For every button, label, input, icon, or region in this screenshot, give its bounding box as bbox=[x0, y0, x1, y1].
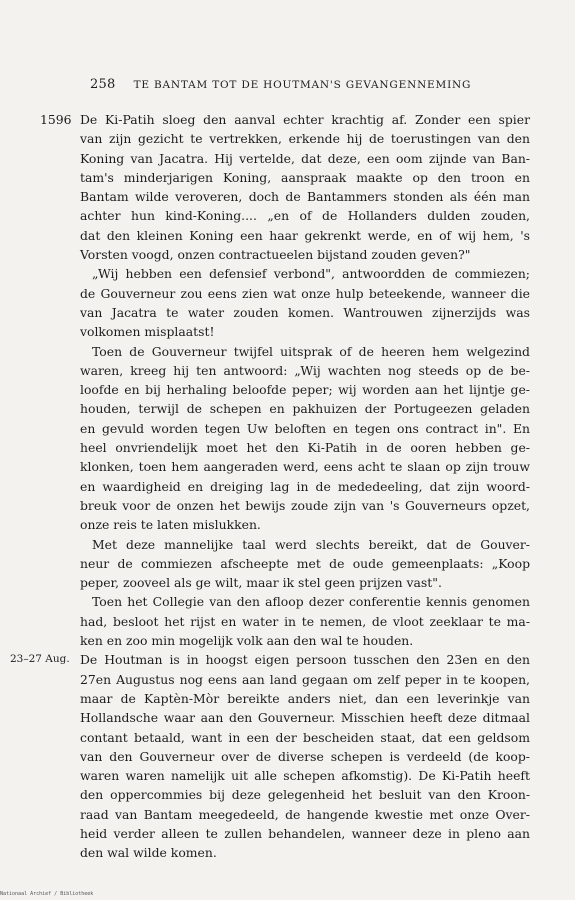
text-line: Toen het Collegie van den afloop dezer conferentie kennis genomen bbox=[92, 594, 530, 610]
margin-note-date: 23–27 Aug. bbox=[10, 653, 70, 666]
text-line: waren, kreeg hij ten antwoord: „Wij wachten nog steeds op de be- bbox=[80, 362, 530, 378]
text-line: ken en zoo min mogelijk volk aan den wal te houden. bbox=[80, 633, 414, 649]
text-line: breuk voor de onzen het bewijs zoude zijn van 's Gouverneurs opzet, bbox=[80, 497, 530, 513]
text-line: dat den kleinen Koning een haar gekrenkt werde, en of wij hem, 's bbox=[80, 227, 530, 243]
text-line: de Gouverneur zou eens zien wat onze hulp beteekende, wanneer die bbox=[80, 285, 530, 301]
text-line: tam's minderjarigen Koning, aanspraak maakte op den troon en bbox=[80, 169, 530, 185]
text-line: Toen de Gouverneur twijfel uitsprak of de heeren hem welgezind bbox=[92, 343, 530, 359]
text-line: waren waren namelijk uit alle schepen afkomstig). De Ki-Patih heeft bbox=[80, 768, 530, 784]
text-line: heid verder alleen te zullen behandelen, wanneer deze in pleno aan bbox=[80, 825, 530, 841]
text-line: had, besloot het rijst en water in te nemen, de vloot zeeklaar te ma- bbox=[80, 613, 530, 629]
text-line: van zijn gezicht te vertrekken, erkende hij de toerustingen van den bbox=[80, 131, 530, 147]
running-title: TE BANTAM TOT DE HOUTMAN'S GEVANGENNEMING bbox=[133, 79, 472, 91]
text-line: 27en Augustus nog eens aan land gegaan om zelf peper in te koopen, bbox=[80, 671, 530, 687]
text-line: klonken, toen hem aangeraden werd, eens acht te slaan op zijn trouw bbox=[80, 459, 530, 475]
text-line: volkomen misplaatst! bbox=[80, 324, 215, 340]
text-line: raad van Bantam meegedeeld, de hangende kwestie met onze Over- bbox=[80, 806, 530, 822]
text-line: loofde en bij herhaling beloofde peper; wij worden aan het lijntje ge- bbox=[80, 382, 530, 398]
text-line: De Houtman is in hoogst eigen persoon tusschen den 23en en den 23–27 Aug. bbox=[0, 650, 530, 669]
text-line: van den Gouverneur over de diverse schepen is verdeeld (de koop- bbox=[80, 748, 530, 764]
text-line: van Jacatra te water zouden komen. Wantrouwen zijnerzijds was bbox=[80, 304, 530, 320]
text-line: peper, zooveel als ge wilt, maar ik stel geen prijzen vast". bbox=[80, 575, 442, 591]
text-line: neur de commiezen afscheepte met de oude gemeenplaats: „Koop bbox=[80, 555, 530, 571]
text-line: onze reis te laten mislukken. bbox=[80, 517, 261, 533]
margin-note-year: 1596 bbox=[40, 112, 72, 127]
text-line: den oppercommies bij deze gelegenheid het besluit van den Kroon- bbox=[80, 787, 530, 803]
running-header bbox=[90, 76, 471, 92]
text-line: achter hun kind-Koning.... „en of de Hollanders dulden zouden, bbox=[80, 208, 530, 224]
text-line: „Wij hebben een defensief verbond", antwoordden de commiezen; bbox=[92, 266, 530, 282]
page-number: 258 bbox=[90, 77, 116, 92]
text-line: Koning van Jacatra. Hij vertelde, dat deze, een oom zijnde van Ban- bbox=[80, 150, 530, 166]
text-line: Met deze mannelijke taal werd slechts bereikt, dat de Gouver- bbox=[92, 536, 530, 552]
text-line: en waardigheid en dreiging lag in de mededeeling, dat zijn woord- bbox=[80, 478, 530, 494]
text-line: Bantam wilde veroveren, doch de Bantammers stonden als één man bbox=[80, 189, 530, 205]
text-line: contant betaald, want in een der bescheiden staat, dat een geldsom bbox=[80, 729, 530, 745]
text-line: houden, terwijl de schepen en pakhuizen der Portugeezen geladen bbox=[80, 401, 530, 417]
text-line: en gevuld worden tegen Uw beloften en tegen ons contract in". En bbox=[80, 420, 530, 436]
text-line: De Ki-Patih sloeg den aanval echter krachtig af. Zonder een spier 1596 bbox=[0, 110, 530, 129]
body-text bbox=[0, 110, 575, 863]
text-line: heel onvriendelijk moet het den Ki-Patih in de ooren hebben ge- bbox=[80, 440, 530, 456]
scan-strip: Nationaal Archief / Bibliotheek bbox=[0, 891, 94, 897]
text-line: Vorsten voogd, onzen contractueelen bijstand zouden geven?" bbox=[80, 247, 471, 263]
text-line: den wal wilde komen. bbox=[80, 845, 217, 861]
text-line: maar de Kaptèn-Mòr bereikte anders niet, dan een leverinkje van bbox=[80, 690, 530, 706]
text-line: Hollandsche waar aan den Gouverneur. Misschien heeft deze ditmaal bbox=[80, 710, 530, 726]
